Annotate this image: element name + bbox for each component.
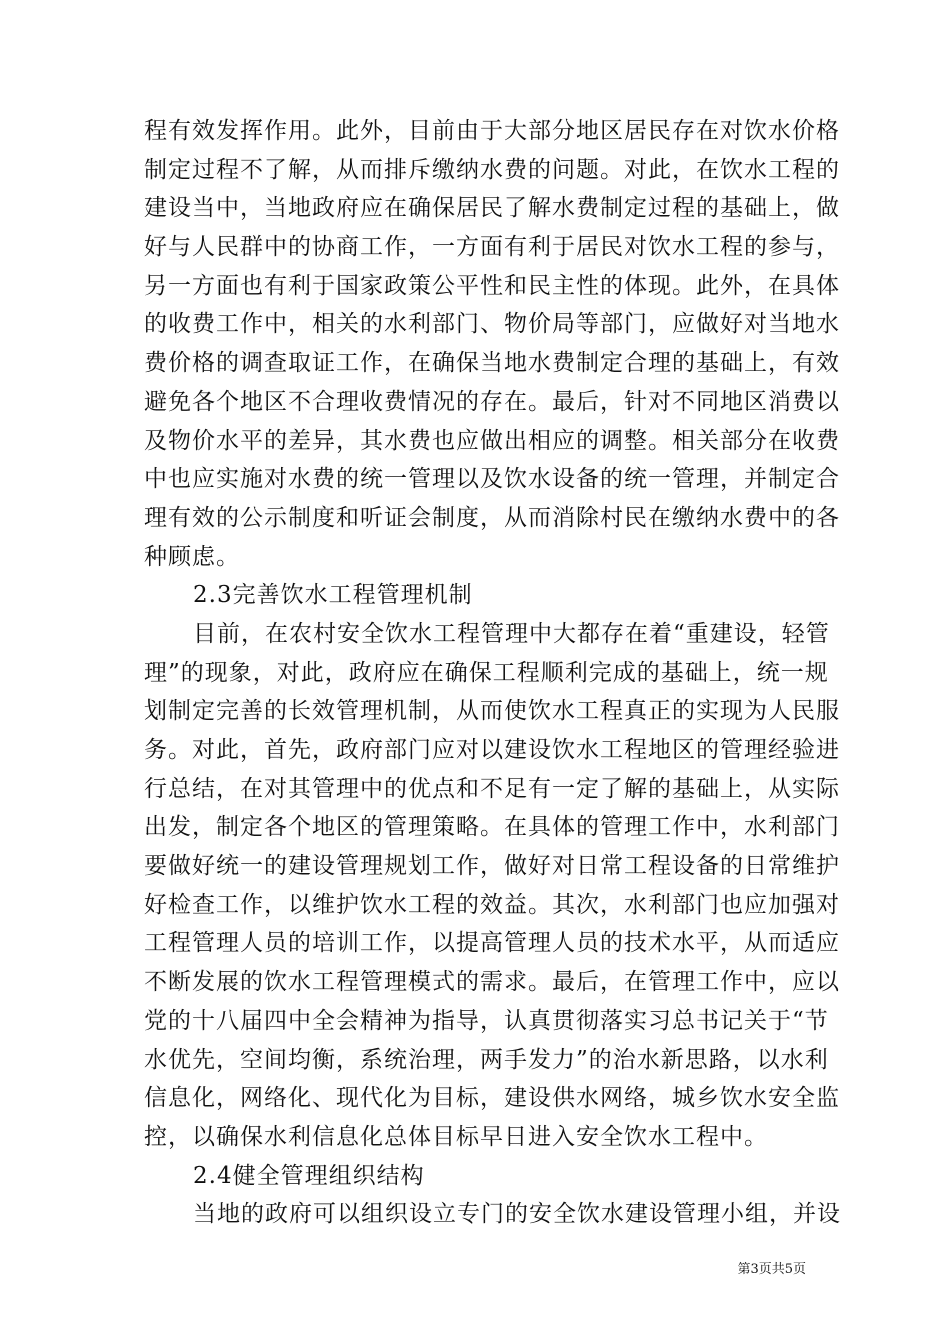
text-line: 的收费工作中，相关的水利部门、物价局等部门，应做好对当地水 [144,311,840,338]
text-line: 避免各个地区不合理收费情况的存在。最后，针对不同地区消费以 [144,388,840,415]
text-line: 好检查工作，以维护饮水工程的效益。其次，水利部门也应加强对 [144,891,840,918]
text-line: 及物价水平的差异，其水费也应做出相应的调整。相关部分在收费 [144,427,840,454]
text-line: 理有效的公示制度和听证会制度，从而消除村民在缴纳水费中的各 [144,504,840,531]
section-heading: 2.4健全管理组织结构 [193,1162,425,1189]
text-line: 中也应实施对水费的统一管理以及饮水设备的统一管理，并制定合 [144,466,840,493]
page-number: 第3页共5页 [737,1262,806,1277]
section-heading: 2.3完善饮水工程管理机制 [193,582,473,609]
document-body [144,112,841,1234]
text-line: 行总结，在对其管理中的优点和不足有一定了解的基础上，从实际 [144,775,840,802]
text-line: 信息化，网络化、现代化为目标，建设供水网络，城乡饮水安全监 [144,1085,840,1112]
text-line: 控，以确保水利信息化总体目标早日进入安全饮水工程中。 [144,1123,768,1150]
text-line: 费价格的调查取证工作，在确保当地水费制定合理的基础上，有效 [144,350,840,377]
text-line: 水优先，空间均衡，系统治理，两手发力”的治水新思路，以水利 [144,1046,829,1073]
text-line: 出发，制定各个地区的管理策略。在具体的管理工作中，水利部门 [144,814,840,841]
text-line: 另一方面也有利于国家政策公平性和民主性的体现。此外，在具体 [144,272,840,299]
text-line: 党的十八届四中全会精神为指导，认真贯彻落实习总书记关于“节 [144,1007,829,1034]
text-line: 工程管理人员的培训工作，以提高管理人员的技术水平，从而适应 [144,930,840,957]
text-line: 划制定完善的长效管理机制，从而使饮水工程真正的实现为人民服 [144,698,840,725]
text-line: 好与人民群中的协商工作，一方面有利于居民对饮水工程的参与， [144,234,840,261]
text-line: 要做好统一的建设管理规划工作，做好对日常工程设备的日常维护 [144,853,840,880]
text-line: 不断发展的饮水工程管理模式的需求。最后，在管理工作中，应以 [144,969,840,996]
text-line: 当地的政府可以组织设立专门的安全饮水建设管理小组，并设 [193,1201,841,1228]
text-line: 种顾虑。 [144,543,240,570]
text-line: 理”的现象，对此，政府应在确保工程顺利完成的基础上，统一规 [144,659,829,686]
text-line: 建设当中，当地政府应在确保居民了解水费制定过程的基础上，做 [144,195,840,222]
text-line: 目前，在农村安全饮水工程管理中大都存在着“重建设，轻管 [193,620,830,647]
text-line: 务。对此，首先，政府部门应对以建设饮水工程地区的管理经验进 [144,737,840,763]
text-line: 程有效发挥作用。此外，目前由于大部分地区居民存在对饮水价格 [144,118,840,144]
text-line: 制定过程不了解，从而排斥缴纳水费的问题。对此，在饮水工程的 [144,156,840,183]
